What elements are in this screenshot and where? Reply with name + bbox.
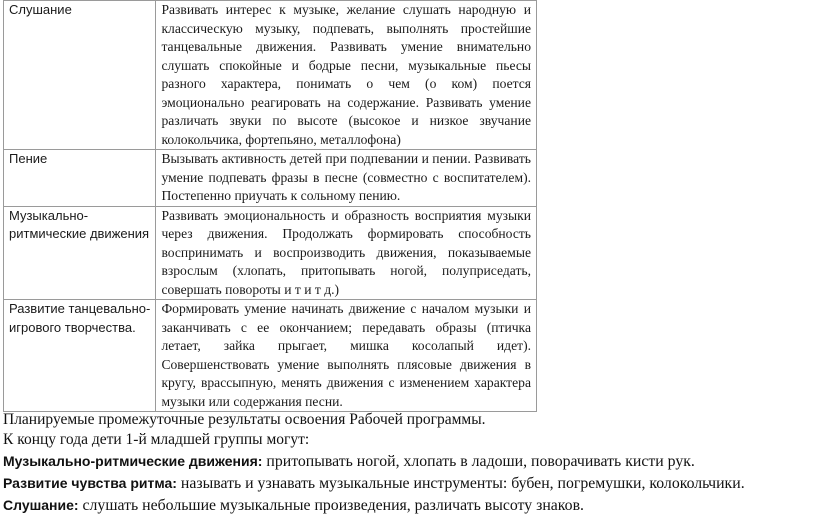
result-text: слушать небольшие музыкальные произведения, различать высоту знаков. xyxy=(78,497,584,514)
table-row xyxy=(4,300,537,412)
section-label: Развитие танцевально-игрового творчества. xyxy=(4,300,156,412)
music-program-table xyxy=(3,0,537,412)
result-item xyxy=(3,495,813,516)
planned-results xyxy=(3,410,813,516)
result-term: Развитие чувства ритма: xyxy=(3,475,177,491)
section-description: Развивать эмоциональность и образность восприятия музыки через движения. Продолжать формировать способность воспринимать и воспроизводить движения, показываемые взрослым (хлопать, притопывать ногой, полуприседать, совершать повороты и т и т д.) xyxy=(156,206,537,300)
section-label: Слушание xyxy=(4,1,156,150)
table-row xyxy=(4,206,537,300)
section-label: Пение xyxy=(4,150,156,207)
result-text: притопывать ногой, хлопать в ладоши, поворачивать кисти рук. xyxy=(262,453,695,470)
result-item xyxy=(3,473,813,494)
results-heading: Планируемые промежуточные результаты освоения Рабочей программы. xyxy=(3,411,486,428)
section-description: Формировать умение начинать движение с началом музыки и заканчивать с ее окончанием; передавать образы (птичка летает, зайка прыгает, мишка косолапый идет). Совершенствовать умение выполнять плясовые движения в кругу, врассыпную, менять движения с изменением характера музыки или содержания песни. xyxy=(156,300,537,412)
section-description: Вызывать активность детей при подпевании и пении. Развивать умение подпевать фразы в песне (совместно с воспитателем). Постепенно приучать к сольному пению. xyxy=(156,150,537,207)
table-row xyxy=(4,150,537,207)
result-text: называть и узнавать музыкальные инструменты: бубен, погремушки, колокольчики. xyxy=(176,475,745,492)
results-intro: К концу года дети 1-й младшей группы могут: xyxy=(3,431,310,448)
result-item xyxy=(3,451,813,472)
section-label: Музыкально-ритмические движения xyxy=(4,206,156,300)
section-description: Развивать интерес к музыке, желание слушать народную и классическую музыку, подпевать, выполнять простейшие танцевальные движения. Развивать умение внимательно слушать спокойные и бодрые песни, музыкальные пьесы разного характера, понимать о чем (о ком) поется эмоционально реагировать на содержание. Развивать умение различать звуки по высоте (высокое и низкое звучание колокольчика, фортепьяно, металлофона) xyxy=(156,1,537,150)
result-term: Слушание: xyxy=(3,497,79,513)
table-row xyxy=(4,1,537,150)
result-term: Музыкально-ритмические движения: xyxy=(3,453,263,469)
